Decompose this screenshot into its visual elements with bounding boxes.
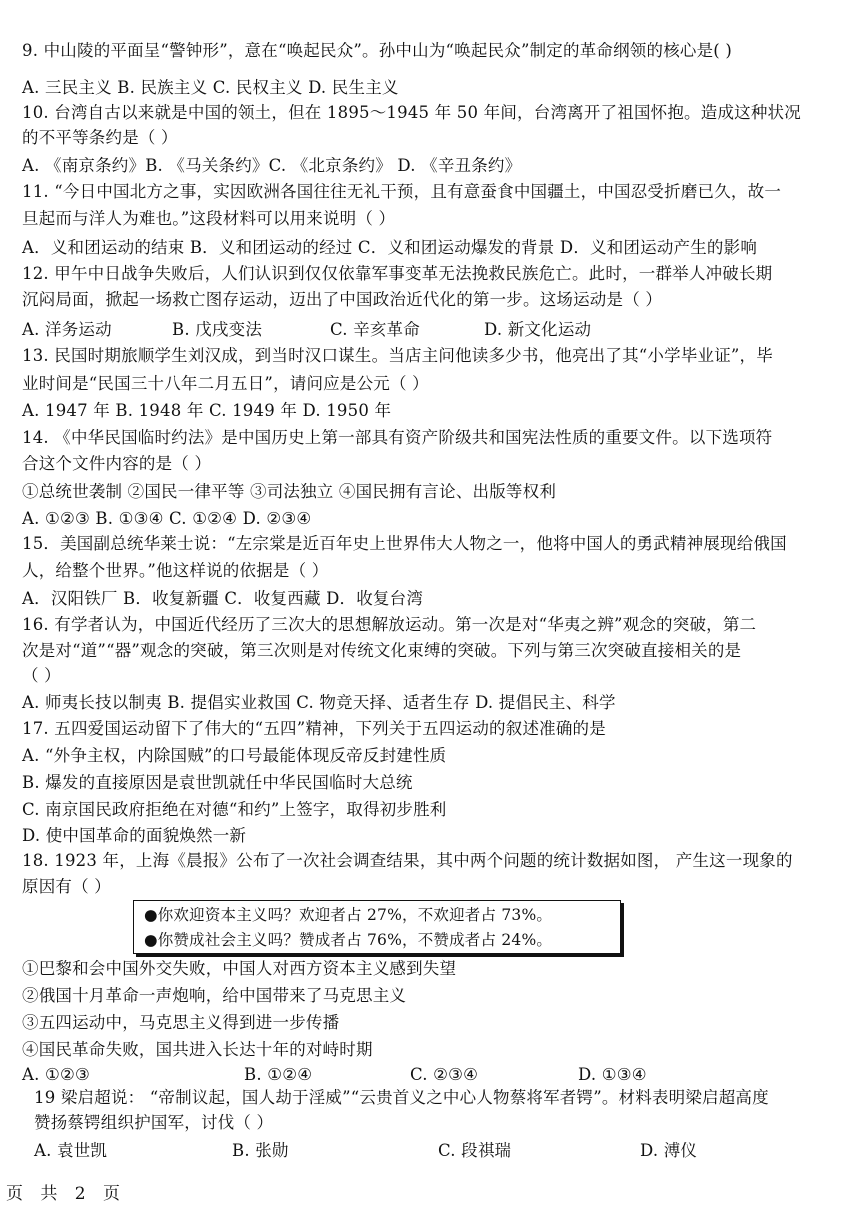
- q17-stem: 17. 五四爱国运动留下了伟大的“五四”精神，下列关于五四运动的叙述准确的是: [22, 719, 606, 738]
- q18-statement-3: ③五四运动中，马克思主义得到进一步传播: [22, 1013, 340, 1032]
- q12-option-d: D. 新文化运动: [484, 320, 592, 339]
- q14-stem-1: 14. 《中华民国临时约法》是中国历史上第一部具有资产阶级共和国宪法性质的重要文件。以下选项符: [22, 428, 773, 447]
- q14-statements: ①总统世袭制 ②国民一律平等 ③司法独立 ④国民拥有言论、出版等权利: [22, 482, 557, 501]
- q13-stem-1: 13. 民国时期旅顺学生刘汉成，到当时汉口谋生。当店主问他读多少书，他亮出了其“小学毕业证”，毕: [22, 346, 773, 365]
- q11-stem-1: 11. “今日中国北方之事，实因欧洲各国往往无礼干预，且有意蚕食中国疆土，中国忍受折磨已久，故一: [22, 182, 782, 201]
- q10-stem-2: 的不平等条约是（ ）: [22, 128, 178, 147]
- q19-stem-1: 19 梁启超说： “帝制议起，国人劫于淫威”“云贵首义之中心人物蔡将军者锷”。材料表明梁启超高度: [34, 1088, 769, 1107]
- q17-option-a: A. “外争主权，内除国贼”的口号最能体现反帝反封建性质: [22, 746, 447, 765]
- q15-stem-2: 人，给整个世界。”他这样说的依据是（ ）: [22, 561, 329, 580]
- page-footer: 页 共 2 页: [6, 1184, 127, 1204]
- q9-options: A. 三民主义 B. 民族主义 C. 民权主义 D. 民生主义: [22, 78, 399, 97]
- q18-survey-line-1: ●你欢迎资本主义吗？欢迎者占 27%，不欢迎者占 73%。: [144, 906, 553, 924]
- q10-options: A. 《南京条约》B. 《马关条约》C. 《北京条约》 D. 《辛丑条约》: [22, 156, 522, 175]
- q18-stem-2: 原因有（ ）: [22, 877, 111, 896]
- q18-stem-1: 18. 1923 年，上海《晨报》公布了一次社会调查结果，其中两个问题的统计数据如图， 产生这一现象的: [22, 851, 793, 870]
- q13-stem-2: 业时间是“民国三十八年二月五日”，请问应是公元（ ）: [22, 374, 429, 393]
- q17-option-c: C. 南京国民政府拒绝在对德“和约”上签字，取得初步胜利: [22, 800, 447, 819]
- q12-stem-1: 12. 甲午中日战争失败后，人们认识到仅仅依靠军事变革无法挽救民族危亡。此时，一群举人冲破长期: [22, 264, 773, 283]
- q11-options: A．义和团运动的结束 B．义和团运动的经过 C．义和团运动爆发的背景 D．义和团运动产生的影响: [22, 238, 758, 257]
- q18-option-c: C. ②③④: [410, 1065, 479, 1084]
- q18-option-d: D. ①③④: [578, 1065, 647, 1084]
- q19-option-d: D. 溥仪: [640, 1141, 698, 1160]
- q18-option-b: B. ①②④: [244, 1065, 313, 1084]
- q18-statement-1: ①巴黎和会中国外交失败，中国人对西方资本主义感到失望: [22, 959, 457, 978]
- q16-stem-3: （ ）: [22, 666, 61, 685]
- q10-stem-1: 10. 台湾自古以来就是中国的领土，但在 1895～1945 年 50 年间，台湾离开了祖国怀抱。造成这种状况: [22, 103, 801, 122]
- q12-option-b: B. 戊戌变法: [172, 320, 263, 339]
- q18-option-a: A. ①②③: [22, 1065, 90, 1084]
- q9-stem: 9. 中山陵的平面呈“警钟形”，意在“唤起民众”。孙中山为“唤起民众”制定的革命纲领的核心是( ): [22, 41, 733, 60]
- q15-stem-1: 15．美国副总统华莱士说：“左宗棠是近百年史上世界伟大人物之一，他将中国人的勇武精神展现给俄国: [22, 534, 787, 553]
- q18-statement-2: ②俄国十月革命一声炮响，给中国带来了马克思主义: [22, 986, 407, 1005]
- q18-survey-box: [133, 900, 621, 954]
- q13-options: A. 1947 年 B. 1948 年 C. 1949 年 D. 1950 年: [22, 401, 392, 420]
- q19-stem-2: 赞扬蔡锷组织护国军，讨伐（ ）: [34, 1113, 274, 1132]
- q12-option-a: A. 洋务运动: [22, 320, 112, 339]
- q16-stem-1: 16. 有学者认为，中国近代经历了三次大的思想解放运动。第一次是对“华夷之辨”观念的突破，第二: [22, 615, 757, 634]
- q17-option-b: B. 爆发的直接原因是袁世凯就任中华民国临时大总统: [22, 773, 413, 792]
- q19-option-c: C. 段祺瑞: [438, 1141, 512, 1160]
- q11-stem-2: 旦起而与洋人为难也。”这段材料可以用来说明（ ）: [22, 209, 396, 228]
- q12-option-c: C. 辛亥革命: [330, 320, 420, 339]
- q14-options: A. ①②③ B. ①③④ C. ①②④ D. ②③④: [22, 509, 312, 528]
- q16-options: A. 师夷长技以制夷 B. 提倡实业救国 C. 物竞天择、适者生存 D. 提倡民主、科学: [22, 693, 616, 712]
- q12-stem-2: 沉闷局面，掀起一场救亡图存运动，迈出了中国政治近代化的第一步。这场运动是（ ）: [22, 290, 663, 309]
- q19-option-a: A. 袁世凯: [34, 1141, 108, 1160]
- q19-option-b: B. 张勋: [232, 1141, 289, 1160]
- q16-stem-2: 次是对“道”“器”观念的突破，第三次则是对传统文化束缚的突破。下列与第三次突破直接相关的是: [22, 641, 742, 660]
- q18-survey-line-2: ●你赞成社会主义吗？赞成者占 76%，不赞成者占 24%。: [144, 931, 553, 949]
- q17-option-d: D. 使中国革命的面貌焕然一新: [22, 826, 247, 845]
- q15-options: A．汉阳铁厂 B．收复新疆 C．收复西藏 D．收复台湾: [22, 589, 424, 608]
- q18-statement-4: ④国民革命失败，国共进入长达十年的对峙时期: [22, 1040, 373, 1059]
- q14-stem-2: 合这个文件内容的是（ ）: [22, 454, 212, 473]
